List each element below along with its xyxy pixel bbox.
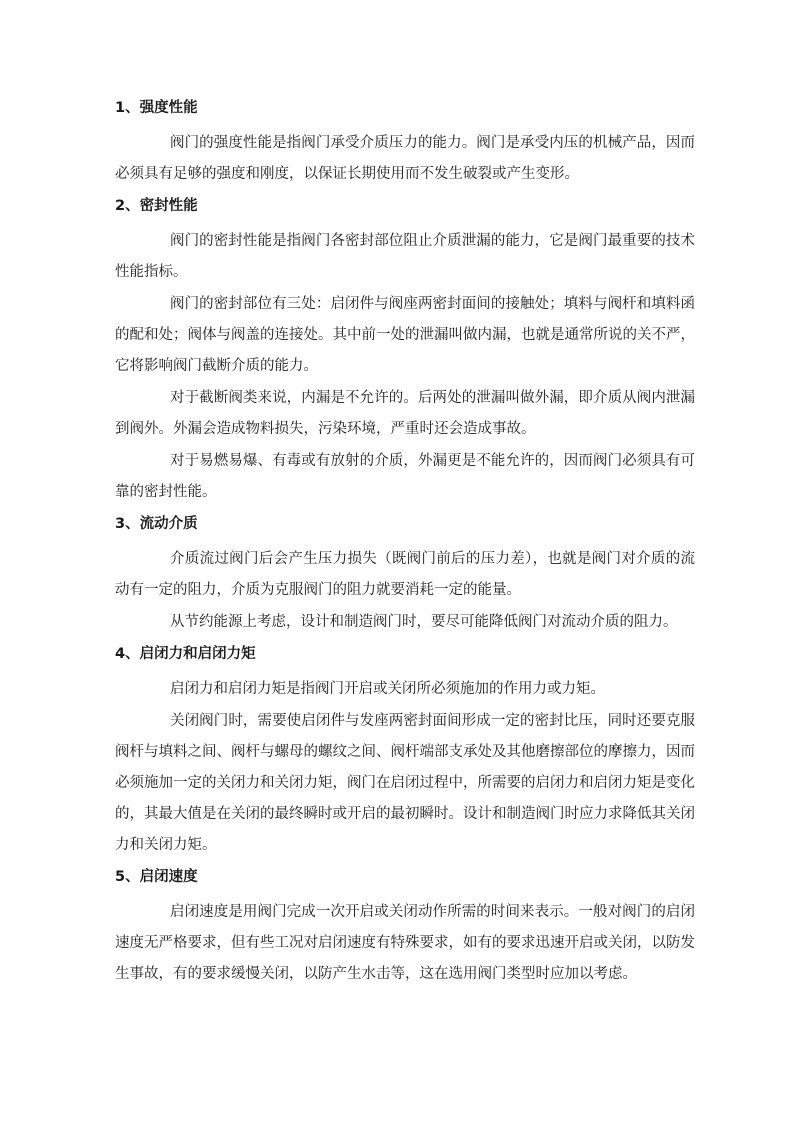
section-heading-flow-medium: 3、流动介质 bbox=[115, 516, 198, 532]
section-heading-sealing: 2、密封性能 bbox=[115, 198, 198, 214]
paragraph: 启闭力和启闭力矩是指阀门开启或关闭所必须施加的作用力或力矩。 bbox=[170, 681, 605, 697]
paragraph: 介质流过阀门后会产生压力损失（既阀门前后的压力差），也就是阀门对介质的流动有一定的阻力，介质为克服阀门的阻力就要消耗一定的能量。 bbox=[115, 551, 695, 598]
paragraph: 启闭速度是用阀门完成一次开启或关闭动作所需的时间来表示。一般对阀门的启闭速度无严格要求，但有些工况对启闭速度有特殊要求，如有的要求迅速开启或关闭，以防发生事故，有的要求缓慢关闭，以防产生水击等，这在选用阀门类型时应加以考虑。 bbox=[115, 904, 695, 982]
paragraph: 阀门的密封部位有三处：启闭件与阀座两密封面间的接触处；填料与阀杆和填料函的配和处；阀体与阀盖的连接处。其中前一处的泄漏叫做内漏，也就是通常所说的关不严，它将影响阀门截断介质的能力。 bbox=[115, 296, 695, 374]
paragraph: 对于易燃易爆、有毒或有放射的介质，外漏更是不能允许的，因而阀门必须具有可靠的密封性能。 bbox=[115, 453, 695, 500]
paragraph: 阀门的强度性能是指阀门承受介质压力的能力。阀门是承受内压的机械产品，因而必须具有足够的强度和刚度，以保证长期使用而不发生破裂或产生变形。 bbox=[115, 135, 695, 182]
paragraph: 对于截断阀类来说，内漏是不允许的。后两处的泄漏叫做外漏，即介质从阀内泄漏到阀外。外漏会造成物料损失，污染环境，严重时还会造成事故。 bbox=[115, 390, 695, 437]
paragraph: 关闭阀门时，需要使启闭件与发座两密封面间形成一定的密封比压，同时还要克服阀杆与填料之间、阀杆与螺母的螺纹之间、阀杆端部支承处及其他磨擦部位的摩擦力，因而必须施加一定的关闭力和关闭力矩，阀门在启闭过程中，所需要的启闭力和启闭力矩是变化的，其最大值是在关闭的最终瞬时或开启的最初瞬时。设计和制造阀门时应力求降低其关闭力和关闭力矩。 bbox=[115, 713, 695, 853]
section-heading-opening-speed: 5、启闭速度 bbox=[115, 869, 198, 885]
paragraph: 从节约能源上考虑，设计和制造阀门时，要尽可能降低阀门对流动介质的阻力。 bbox=[170, 614, 678, 630]
section-heading-opening-force: 4、启闭力和启闭力矩 bbox=[115, 646, 256, 662]
section-heading-strength: 1、强度性能 bbox=[115, 100, 198, 116]
paragraph: 阀门的密封性能是指阀门各密封部位阻止介质泄漏的能力，它是阀门最重要的技术性能指标。 bbox=[115, 233, 695, 280]
document-page bbox=[115, 98, 695, 991]
